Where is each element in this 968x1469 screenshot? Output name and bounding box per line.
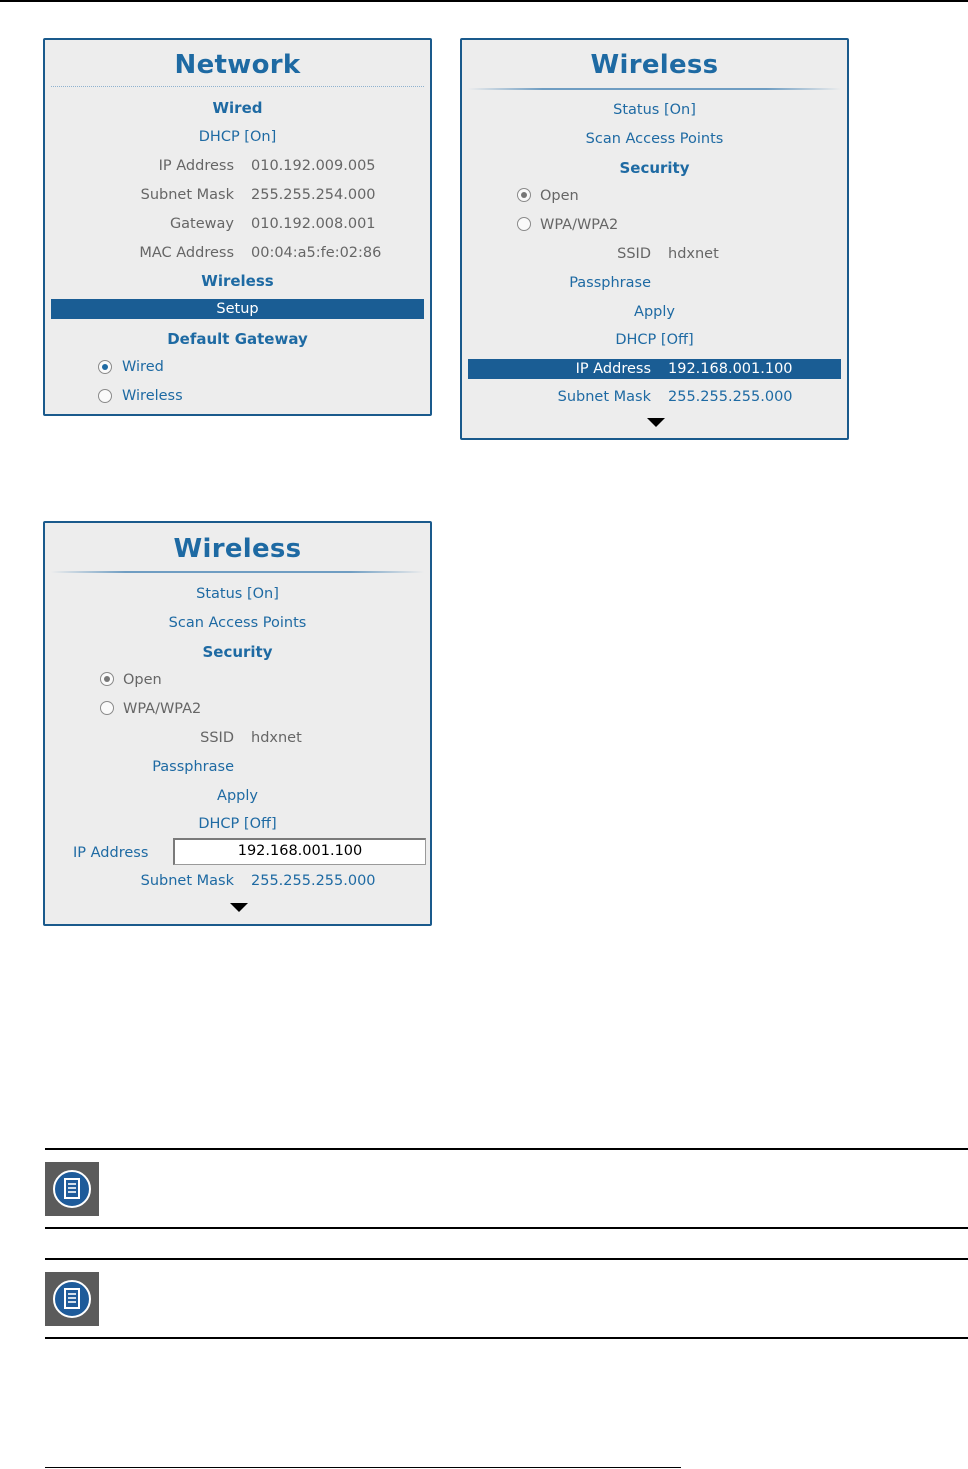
apply-item[interactable]: Apply [217, 788, 258, 804]
radio-wireless-label: Wireless [122, 388, 183, 404]
dhcp-item[interactable]: DHCP [Off] [615, 332, 694, 348]
setup-item[interactable] [51, 299, 424, 319]
radio-wired-label: Wired [122, 359, 164, 375]
ssid-row [462, 242, 847, 266]
ip-address-label: IP Address [575, 361, 651, 377]
note-1-top-rule [45, 1148, 968, 1150]
radio-wpa-label: WPA/WPA2 [540, 217, 619, 233]
ssid-value: hdxnet [668, 246, 719, 262]
note-icon [45, 1272, 99, 1326]
passphrase-row[interactable] [45, 755, 430, 779]
default-gateway-heading: Default Gateway [167, 330, 308, 348]
passphrase-row[interactable] [462, 271, 847, 295]
gateway-row [45, 212, 430, 236]
subnet-mask-row [45, 183, 430, 207]
wireless-panel-selected [460, 38, 849, 440]
radio-wpa[interactable] [517, 217, 531, 231]
note-2-bottom-rule [45, 1337, 968, 1339]
mac-address-value: 00:04:a5:fe:02:86 [251, 245, 382, 261]
subnet-mask-value: 255.255.254.000 [251, 187, 376, 203]
ssid-label: SSID [617, 246, 651, 262]
wireless-panel-editing [43, 521, 432, 926]
radio-wpa-label: WPA/WPA2 [123, 701, 202, 717]
security-heading: Security [619, 159, 690, 177]
radio-open-label: Open [123, 672, 162, 688]
subnet-mask-row[interactable] [45, 869, 430, 893]
radio-wpa[interactable] [100, 701, 114, 715]
status-item[interactable]: Status [On] [613, 102, 696, 118]
ip-address-value: 192.168.001.100 [668, 361, 793, 377]
scan-access-points-item[interactable]: Scan Access Points [585, 131, 724, 147]
title-divider [468, 88, 841, 90]
mac-address-label: MAC Address [139, 245, 234, 261]
dhcp-item[interactable]: DHCP [On] [198, 129, 277, 145]
arrow-down-icon[interactable] [230, 903, 248, 912]
page-bottom-rule [45, 1467, 681, 1468]
ssid-value: hdxnet [251, 730, 302, 746]
subnet-mask-value: 255.255.255.000 [668, 389, 793, 405]
title-divider [51, 571, 424, 573]
page-top-rule [0, 0, 968, 2]
ssid-row [45, 726, 430, 750]
radio-wired[interactable] [98, 360, 112, 374]
radio-open[interactable] [100, 672, 114, 686]
arrow-down-icon[interactable] [647, 418, 665, 427]
ssid-label: SSID [200, 730, 234, 746]
ip-address-item-selected[interactable] [468, 359, 841, 379]
gateway-label: Gateway [169, 216, 234, 232]
note-icon [45, 1162, 99, 1216]
radio-wireless[interactable] [98, 389, 112, 403]
subnet-mask-row[interactable] [462, 385, 847, 409]
setup-label: Setup [216, 301, 259, 317]
ip-address-value: 010.192.009.005 [251, 158, 376, 174]
panel-title: Wireless [590, 50, 719, 80]
ip-address-input[interactable]: 192.168.001.100 [173, 838, 426, 865]
radio-open[interactable] [517, 188, 531, 202]
wireless-heading: Wireless [201, 272, 274, 290]
apply-item[interactable]: Apply [634, 304, 675, 320]
note-1-bottom-rule [45, 1227, 968, 1229]
title-divider [51, 86, 424, 87]
dhcp-item[interactable]: DHCP [Off] [198, 816, 277, 832]
passphrase-label: Passphrase [152, 759, 234, 775]
ip-address-label: IP Address [158, 158, 234, 174]
passphrase-label: Passphrase [569, 275, 651, 291]
status-item[interactable]: Status [On] [196, 586, 279, 602]
subnet-mask-label: Subnet Mask [140, 873, 234, 889]
ip-address-row [45, 154, 430, 178]
note-2-top-rule [45, 1258, 968, 1260]
scan-access-points-item[interactable]: Scan Access Points [168, 615, 307, 631]
security-heading: Security [202, 643, 273, 661]
radio-open-label: Open [540, 188, 579, 204]
ip-address-label: IP Address [73, 845, 149, 861]
subnet-mask-label: Subnet Mask [557, 389, 651, 405]
subnet-mask-label: Subnet Mask [140, 187, 234, 203]
panel-title: Network [174, 50, 301, 80]
mac-address-row [45, 241, 430, 265]
network-panel [43, 38, 432, 416]
wired-heading: Wired [212, 99, 263, 117]
panel-title: Wireless [173, 534, 302, 564]
gateway-value: 010.192.008.001 [251, 216, 376, 232]
subnet-mask-value: 255.255.255.000 [251, 873, 376, 889]
